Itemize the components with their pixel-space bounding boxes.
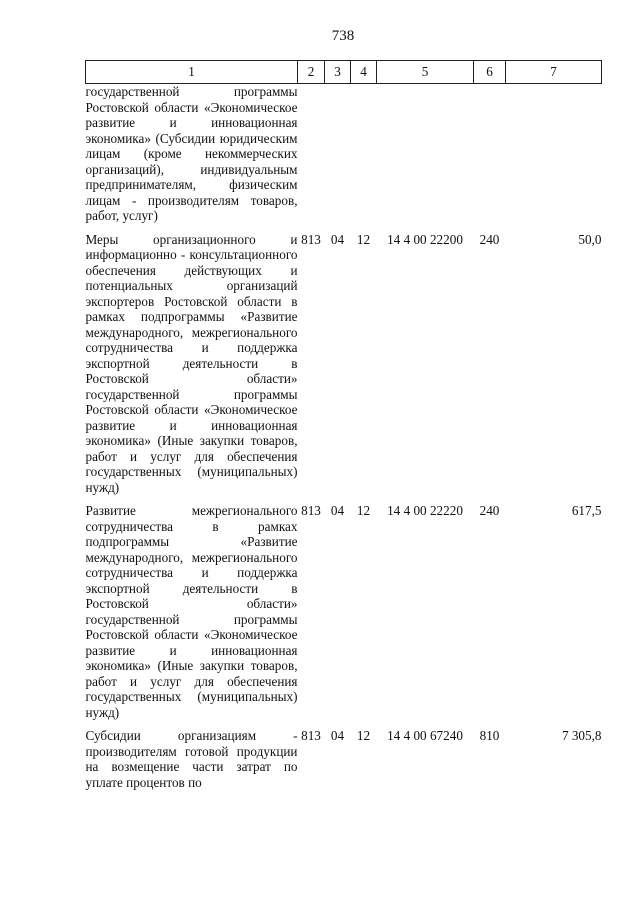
table-row <box>86 84 602 224</box>
column-header-2: 2 <box>298 61 325 84</box>
cell-target-article <box>377 84 474 224</box>
column-header-5: 5 <box>377 61 474 84</box>
cell-section: 04 <box>330 231 345 247</box>
row-description: Развитие межрегионального сотрудничества в рамках подпрограммы «Развитие международного, межрегионального сотрудничества и поддержка экспортной деятельности в Ростовской области» государственной программы Ростовской области «Экономическое развитие и инновационная экономика» (Иные закупки товаров, работ и услуг для обеспечения государственных (муниципальных) нужд) <box>85 503 298 720</box>
column-header-1: 1 <box>86 61 298 84</box>
row-description: государственной программы Ростовской области «Экономическое развитие и инновационная экономика» (Субсидии юридическим лицам (кроме некоммерческих организаций), индивидуальным предпринимателям, физическим лицам - производителям товаров, работ, услуг) <box>85 84 298 223</box>
cell-section: 04 <box>330 503 345 518</box>
cell-amount: 617,5 <box>571 503 602 518</box>
column-header-7: 7 <box>506 61 602 84</box>
cell-expense-type <box>474 84 506 224</box>
table-header-row <box>86 61 602 84</box>
column-header-6: 6 <box>474 61 506 84</box>
cell-amount: 50,0 <box>578 231 602 247</box>
cell-ministry-code: 813 <box>301 503 321 518</box>
cell-amount: 7 305,8 <box>561 728 602 743</box>
table-row <box>86 224 602 496</box>
cell-target-article: 14 4 00 22200 <box>387 231 463 247</box>
cell-subsection: 12 <box>356 728 371 743</box>
cell-ministry-code <box>298 84 325 224</box>
cell-subsection: 12 <box>356 503 371 518</box>
cell-ministry-code: 813 <box>301 231 321 247</box>
cell-expense-type: 240 <box>479 503 500 518</box>
page-number: 738 <box>331 28 355 44</box>
column-header-3: 3 <box>325 61 351 84</box>
cell-expense-type: 810 <box>479 728 500 743</box>
cell-expense-type: 240 <box>479 231 500 247</box>
row-description: Субсидии организациям - производителям готовой продукции на возмещение части затрат по уплате процентов по <box>85 728 298 790</box>
cell-target-article: 14 4 00 22220 <box>387 503 463 518</box>
cell-target-article: 14 4 00 67240 <box>387 728 463 743</box>
budget-table <box>85 60 602 790</box>
cell-section <box>325 84 351 224</box>
cell-ministry-code: 813 <box>301 728 321 743</box>
table-row <box>86 720 602 790</box>
table-row <box>86 495 602 720</box>
cell-subsection: 12 <box>356 231 371 247</box>
cell-subsection <box>351 84 377 224</box>
column-header-4: 4 <box>351 61 377 84</box>
cell-amount <box>506 84 602 224</box>
cell-section: 04 <box>330 728 345 743</box>
row-description: Меры организационного и информационно - консультационного обеспечения действующих и потенциальных организаций экспортеров Ростовской области в рамках подпрограммы «Развитие международного, межрегионального сотрудничества и поддержка экспортной деятельности в Ростовской области» государственной программы Ростовской области «Экономическое развитие и инновационная экономика» (Иные закупки товаров, работ и услуг для обеспечения государственных (муниципальных) нужд) <box>85 231 298 495</box>
